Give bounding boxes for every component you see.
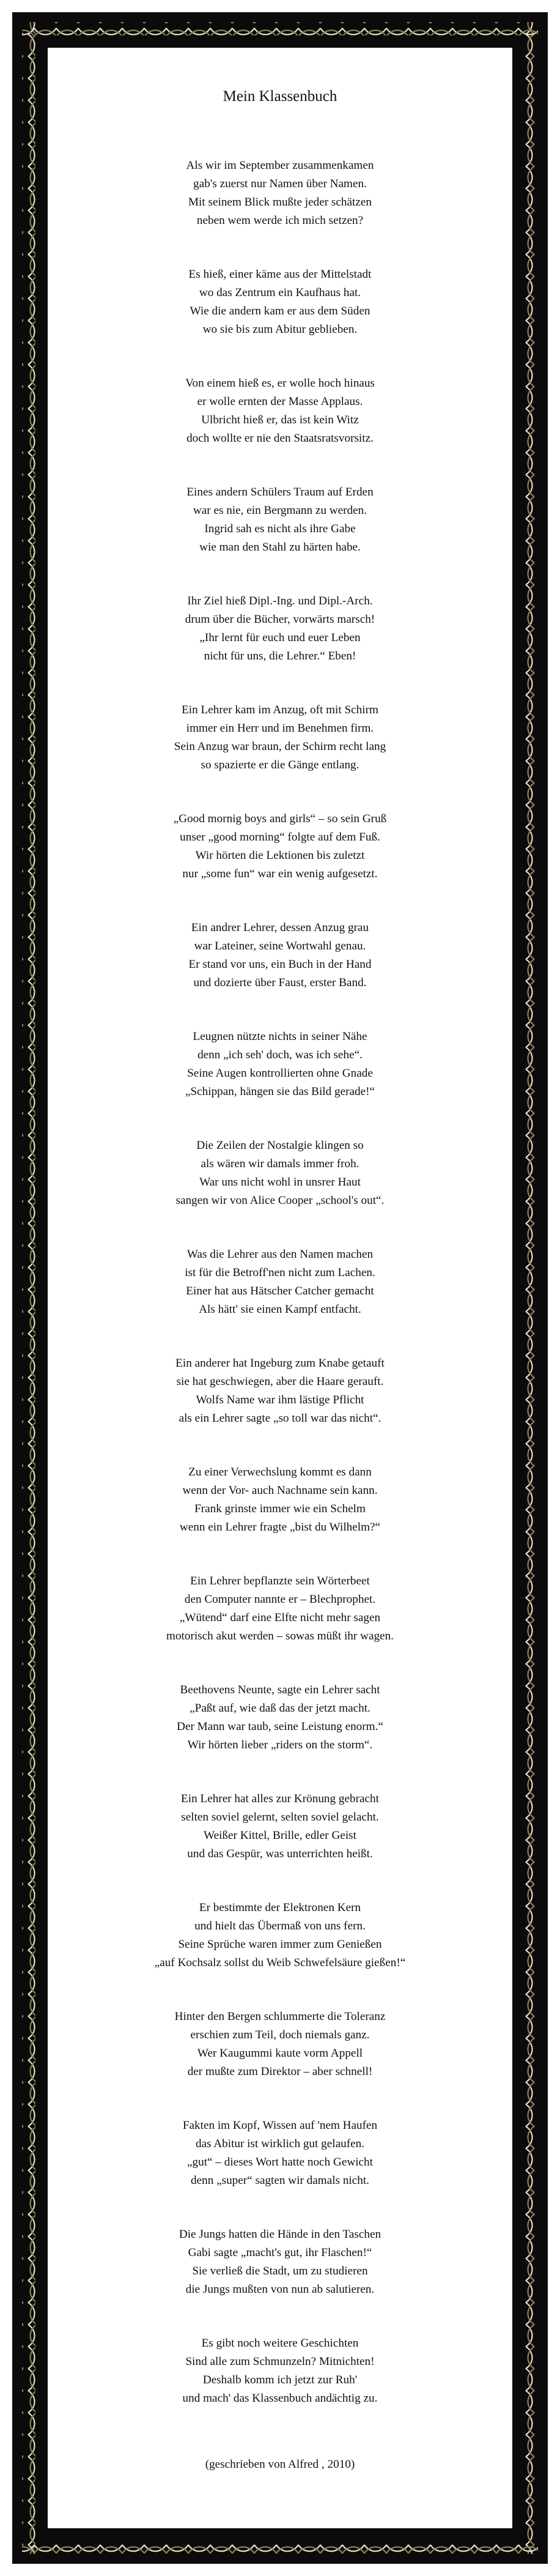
poem-line: doch wollte er nie den Staatsratsvorsitz. <box>186 432 374 445</box>
stanza <box>48 265 512 339</box>
poem-line: den Computer nannte er – Blechprophet. <box>184 1593 376 1606</box>
poem-line: nur „some fun“ war ein wenig aufgesetzt. <box>182 867 378 880</box>
poem-line: Die Zeilen der Nostalgie klingen so <box>196 1139 364 1152</box>
poem-line: Fakten im Kopf, Wissen auf 'nem Haufen <box>182 2119 378 2132</box>
poem-line: Es gibt noch weitere Geschichten <box>201 2337 359 2350</box>
poem-line: der mußte zum Direktor – aber schnell! <box>187 2065 373 2078</box>
stanza <box>48 701 512 774</box>
stanza <box>48 157 512 230</box>
poem-line: Seine Augen kontrollierten ohne Gnade <box>187 1067 373 1080</box>
poem-line: Deshalb komm ich jetzt zur Ruh' <box>202 2374 358 2386</box>
poem-line: Zu einer Verwechslung kommt es dann <box>188 1466 372 1479</box>
poem-title: Mein Klassenbuch <box>223 88 337 105</box>
poem-line: Wolfs Name war ihm lästige Pflicht <box>196 1394 364 1406</box>
poem-line: „Good mornig boys and girls“ – so sein Gruß <box>173 812 387 825</box>
poem-line: erschien zum Teil, doch niemals ganz. <box>190 2029 370 2041</box>
stanza <box>48 374 512 448</box>
poem-line: Sie verließ die Stadt, um zu studieren <box>192 2265 368 2277</box>
poem-line: Einer hat aus Hätscher Catcher gemacht <box>186 1285 374 1297</box>
poem-line: sie hat geschwiegen, aber die Haare gerauft. <box>176 1375 384 1388</box>
stanza <box>48 810 512 883</box>
poem-line: Ein Lehrer kam im Anzug, oft mit Schirm <box>182 703 378 716</box>
poem-line: Wir hörten lieber „riders on the storm“. <box>187 1739 373 1751</box>
poem-line: Als wir im September zusammenkamen <box>186 159 374 172</box>
poem-line: „auf Kochsalz sollst du Weib Schwefelsäure gießen!“ <box>154 1956 406 1969</box>
stanza <box>48 1354 512 1428</box>
poem-line: Hinter den Bergen schlummerte die Toleranz <box>174 2010 386 2023</box>
stanza <box>48 592 512 666</box>
stanza <box>48 2117 512 2190</box>
poem-line: Eines andern Schülers Traum auf Erden <box>186 486 374 499</box>
signature: (geschrieben von Alfred , 2010) <box>205 2458 355 2471</box>
poem-line: wie man den Stahl zu härten habe. <box>199 541 361 554</box>
poem-line: Ein Lehrer hat alles zur Krönung gebracht <box>181 1792 379 1805</box>
poem-line: „Schippan, hängen sie das Bild gerade!“ <box>185 1085 375 1098</box>
poem-line: Die Jungs hatten die Hände in den Taschen <box>179 2228 381 2241</box>
poem-line: so spazierte er die Gänge entlang. <box>201 759 359 771</box>
poem-line: unser „good morning“ folgte auf dem Fuß. <box>180 831 380 844</box>
stanza <box>48 1028 512 1101</box>
poem-line: ist für die Betroff'nen nicht zum Lachen. <box>185 1266 375 1279</box>
poem-line: drum über die Bücher, vorwärts marsch! <box>185 613 375 626</box>
stanza <box>48 919 512 992</box>
poem-line: Gabi sagte „macht's gut, ihr Flaschen!“ <box>188 2246 372 2259</box>
poem-line: Seine Sprüche waren immer zum Genießen <box>178 1938 382 1951</box>
poem-line: sangen wir von Alice Cooper „school's out“. <box>175 1194 385 1207</box>
poem-line: das Abitur ist wirklich gut gelaufen. <box>195 2137 365 2150</box>
poem-line: Von einem hieß es, er wolle hoch hinaus <box>185 377 375 390</box>
stanza <box>48 2008 512 2081</box>
poem-line: Weißer Kittel, Brille, edler Geist <box>204 1829 356 1842</box>
poem-line: Als hätt' sie einen Kampf entfacht. <box>199 1303 361 1316</box>
poem-page <box>48 48 512 2528</box>
poem-line: und mach' das Klassenbuch andächtig zu. <box>182 2392 378 2405</box>
poem-line: Mit seinem Blick mußte jeder schätzen <box>188 196 372 209</box>
poem-line: die Jungs mußten von nun ab salutieren. <box>185 2283 375 2296</box>
poem-line: wo das Zentrum ein Kaufhaus hat. <box>199 286 361 299</box>
stanza <box>48 1463 512 1537</box>
stanza <box>48 1790 512 1863</box>
poem-line: Beethovens Neunte, sagte ein Lehrer sacht <box>180 1683 380 1696</box>
stanza <box>48 1572 512 1646</box>
poem-line: denn „super“ sagten wir damals nicht. <box>191 2174 369 2187</box>
poem-line: „Ihr lernt für euch und euer Leben <box>199 631 361 644</box>
poem-line: Ihr Ziel hieß Dipl.-Ing. und Dipl.-Arch. <box>187 595 373 607</box>
poem-line: war es nie, ein Bergmann zu werden. <box>193 504 367 517</box>
poem-line: denn „ich seh' doch, was ich sehe“. <box>197 1049 363 1061</box>
poem-line: Wie die andern kam er aus dem Süden <box>190 305 370 317</box>
poem-line: wo sie bis zum Abitur geblieben. <box>202 323 358 336</box>
poem-line: nicht für uns, die Lehrer.“ Eben! <box>204 650 356 663</box>
poem-line: Ingrid sah es nicht als ihre Gabe <box>204 522 356 535</box>
poem-line: als wären wir damals immer froh. <box>201 1157 359 1170</box>
poem-line: gab's zuerst nur Namen über Namen. <box>193 177 367 190</box>
poem-line: „Wütend“ darf eine Elfte nicht mehr sagen <box>179 1611 381 1624</box>
poem-line: War uns nicht wohl in unsrer Haut <box>199 1176 361 1189</box>
poem-line: Ulbricht hieß er, das ist kein Witz <box>201 414 359 426</box>
poem-line: Leugnen nützte nichts in seiner Nähe <box>193 1030 367 1043</box>
poem-line: und das Gespür, was unterrichten heißt. <box>187 1847 373 1860</box>
stanza <box>48 2225 512 2299</box>
poem-line: er wolle ernten der Masse Applaus. <box>197 395 363 408</box>
poem-line: immer ein Herr und im Benehmen firm. <box>186 722 374 735</box>
stanza <box>48 1899 512 1972</box>
poem-line: Sind alle zum Schmunzeln? Mitnichten! <box>185 2355 375 2368</box>
decorative-frame <box>12 12 548 2564</box>
stanza <box>48 1681 512 1754</box>
poem-line: Ein andrer Lehrer, dessen Anzug grau <box>191 921 369 934</box>
poem-body <box>48 157 512 2443</box>
stanza <box>48 1245 512 1319</box>
poem-line: Es hieß, einer käme aus der Mittelstadt <box>188 268 372 281</box>
poem-line: als ein Lehrer sagte „so toll war das nicht“. <box>179 1412 381 1425</box>
poem-line: Frank grinste immer wie ein Schelm <box>194 1502 366 1515</box>
poem-line: wenn der Vor- auch Nachname sein kann. <box>182 1484 378 1497</box>
stanza <box>48 483 512 557</box>
poem-line: Sein Anzug war braun, der Schirm recht lang <box>174 740 386 753</box>
poem-line: wenn ein Lehrer fragte „bist du Wilhelm?“ <box>179 1521 381 1534</box>
poem-line: „gut“ – dieses Wort hatte noch Gewicht <box>187 2156 373 2169</box>
poem-line: motorisch akut werden – sowas müßt ihr wagen. <box>166 1630 394 1642</box>
poem-line: Er stand vor uns, ein Buch in der Hand <box>188 958 372 971</box>
poem-line: und hielt das Übermaß von uns fern. <box>194 1920 366 1932</box>
poem-line: und dozierte über Faust, erster Band. <box>193 976 367 989</box>
poem-line: Er bestimmte der Elektronen Kern <box>199 1901 361 1914</box>
poem-line: „Paßt auf, wie daß das der jetzt macht. <box>190 1702 370 1715</box>
poem-line: Ein Lehrer bepflanzte sein Wörterbeet <box>190 1575 370 1587</box>
poem-line: Wir hörten die Lektionen bis zuletzt <box>195 849 365 862</box>
stanza <box>48 2334 512 2408</box>
poem-line: Was die Lehrer aus den Namen machen <box>186 1248 374 1261</box>
poem-line: Wer Kaugummi kaute vorm Appell <box>197 2047 363 2060</box>
poem-line: Der Mann war taub, seine Leistung enorm.“ <box>177 1720 383 1733</box>
poem-line: war Lateiner, seine Wortwahl genau. <box>194 940 366 952</box>
poem-line: selten soviel gelernt, selten soviel gelacht. <box>181 1811 379 1824</box>
poem-line: neben wem werde ich mich setzen? <box>196 214 364 227</box>
poem-line: Ein anderer hat Ingeburg zum Knabe getauft <box>175 1357 385 1370</box>
stanza <box>48 1137 512 1210</box>
